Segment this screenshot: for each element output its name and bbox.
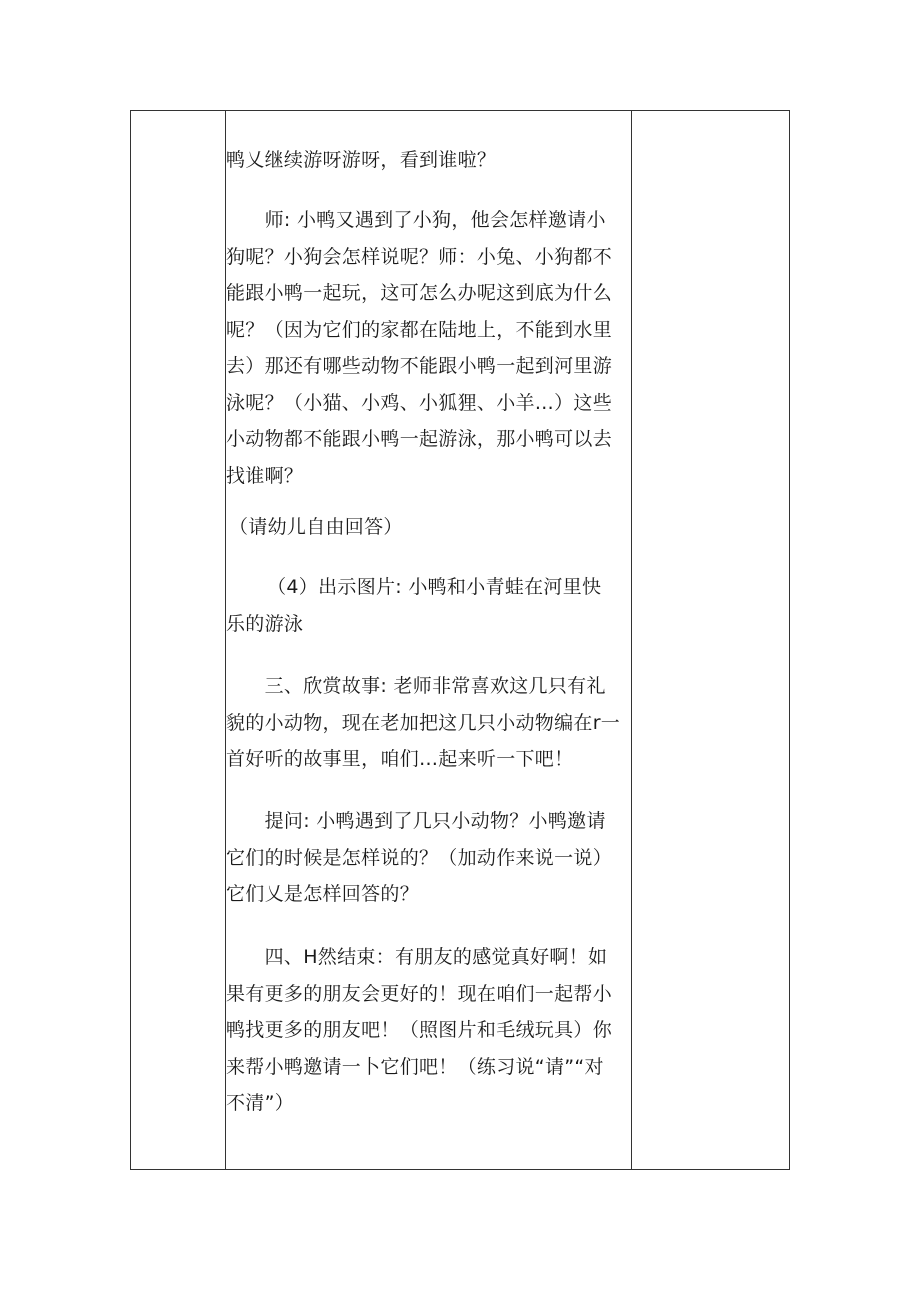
text-line: 它们乂是怎样回答的？ — [226, 883, 420, 905]
text-line: 首好听的故事里，咱们…起来听一下吧！ — [226, 748, 574, 770]
text-line: 貌的小动物，现在老加把这几只小动物编在r一 — [226, 711, 621, 734]
text-line: 师: 小鸭又遇到了小狗，他会怎样邀请小 — [226, 209, 606, 231]
text-line: 提问: 小鸭遇到了几只小动物？小鸭邀请 — [226, 810, 606, 832]
paragraph — [229, 509, 635, 546]
paragraph — [226, 569, 644, 642]
table-content-column — [226, 111, 632, 1169]
paragraph — [226, 939, 632, 1122]
paragraph — [226, 668, 632, 778]
table-left-column — [131, 111, 226, 1169]
table-right-column — [632, 111, 789, 1169]
text-line: 乐的游泳 — [226, 612, 304, 635]
text-line: 来帮小鸭邀请一卜它们吧！（练习说“请”“对 — [226, 1055, 604, 1078]
text-line: 去）那还有哪些动物不能跟小鸭一起到河里游 — [226, 355, 613, 377]
text-line: 能跟小鸭一起玩，这可怎么办呢这到底为什么 — [226, 282, 613, 304]
text-line: 呢？（因为它们的家都在陆地上，不能到水里 — [226, 318, 613, 341]
text-line: 果有更多的朋友会更好的！现在咱们一起帮小 — [226, 982, 613, 1005]
text-line: 三、欣赏故事: 老师非常喜欢这几只有礼 — [226, 675, 606, 697]
text-line: 找谁啊？ — [226, 464, 304, 487]
paragraph — [226, 803, 632, 913]
text-line: 它们的时候是怎样说的？（加动作来说一说） — [226, 846, 613, 869]
text-line: （请幼儿自由回答） — [229, 516, 403, 538]
text-line: 不清”） — [226, 1092, 295, 1114]
text-line: 小动物都不能跟小鸭一起游泳，那小鸭可以去 — [226, 428, 613, 450]
text-line: 四、H然结束：有朋友的感觉真好啊！如 — [226, 946, 608, 968]
paragraph — [226, 202, 632, 494]
text-line: 狗呢？小狗会怎样说呢？师：小兔、小狗都不 — [226, 245, 613, 268]
text-line: 鸭乂继续游呀游呀，看到谁啦？ — [226, 149, 497, 171]
lesson-plan-table — [130, 110, 790, 1170]
text-line: 泳呢？（小猫、小鸡、小狐狸、小羊…）这些 — [226, 391, 613, 414]
paragraph — [226, 142, 632, 179]
text-line: 鸭找更多的朋友吧！（照图片和毛绒玩具）你 — [226, 1019, 613, 1041]
text-line: （4）出示图片: 小鸭和小青蛙在河里快 — [238, 576, 602, 598]
